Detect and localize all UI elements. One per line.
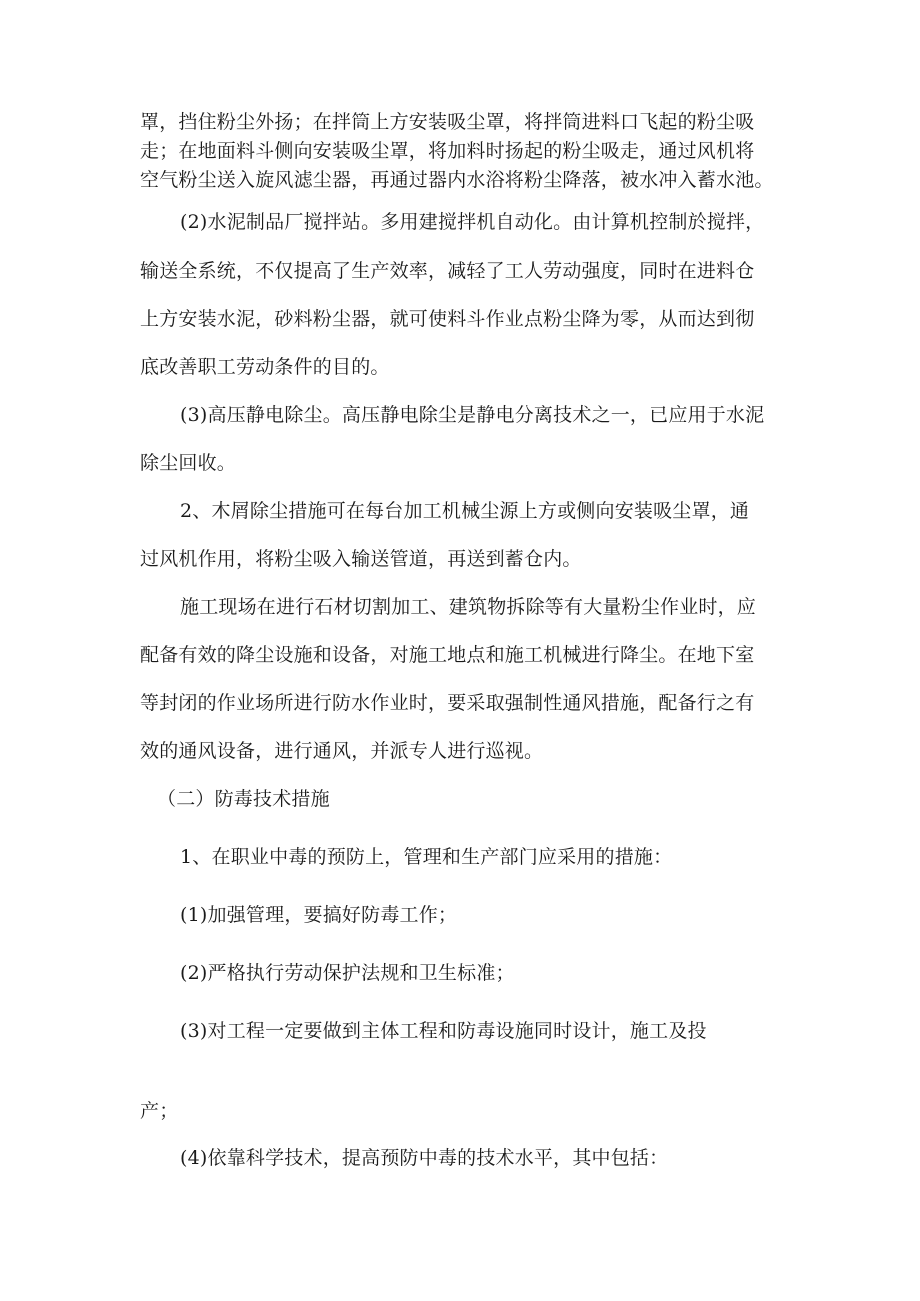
text-line: (2)严格执行劳动保护法规和卫生标准； (180, 962, 515, 984)
text-line: 除尘回收。 (140, 452, 237, 474)
text-line: (3)对工程一定要做到主体工程和防毒设施同时设计，施工及投 (180, 1020, 707, 1042)
text-line: (2)水泥制品厂搅拌站。多用建搅拌机自动化。由计算机控制於搅拌， (180, 211, 765, 233)
text-line: (3)高压静电除尘。高压静电除尘是静电分离技术之一，已应用于水泥 (180, 404, 765, 426)
text-line: (1)加强管理，要搞好防毒工作； (180, 904, 458, 926)
section-heading: （二）防毒技术措施 (157, 788, 330, 810)
text-line: 底改善职工劳动条件的目的。 (140, 356, 390, 378)
text-line: 罩，挡住粉尘外扬；在拌筒上方安装吸尘罩，将拌筒进料口飞起的粉尘吸 (140, 111, 755, 133)
text-line: 2、木屑除尘措施可在每台加工机械尘源上方或侧向安装吸尘罩，通 (180, 500, 750, 522)
text-line: 产； (140, 1100, 179, 1122)
text-line: (4)依靠科学技术，提高预防中毒的技术水平，其中包括： (180, 1147, 669, 1169)
text-line: 走；在地面料斗侧向安装吸尘罩，将加料时扬起的粉尘吸走，通过风机将 (140, 140, 755, 162)
text-line: 过风机作用，将粉尘吸入输送管道，再送到蓄仓内。 (140, 548, 582, 570)
text-line: 上方安装水泥，砂料粉尘器，就可使料斗作业点粉尘降为零，从而达到彻 (140, 308, 755, 330)
text-line: 输送全系统，不仅提高了生产效率，减轻了工人劳动强度，同时在进料仓 (140, 260, 755, 282)
text-line: 配备有效的降尘设施和设备，对施工地点和施工机械进行降尘。在地下室 (140, 644, 755, 666)
text-line: 施工现场在进行石材切割加工、建筑物拆除等有大量粉尘作业时，应 (180, 596, 757, 618)
text-line: 1、在职业中毒的预防上，管理和生产部门应采用的措施： (180, 846, 673, 868)
text-line: 效的通风设备，进行通风，并派专人进行巡视。 (140, 740, 544, 762)
text-line: 空气粉尘送入旋风滤尘器，再通过器内水浴将粉尘降落，被水冲入蓄水池。 (140, 169, 774, 191)
text-line: 等封闭的作业场所进行防水作业时，要采取强制性通风措施，配备行之有 (140, 692, 755, 714)
